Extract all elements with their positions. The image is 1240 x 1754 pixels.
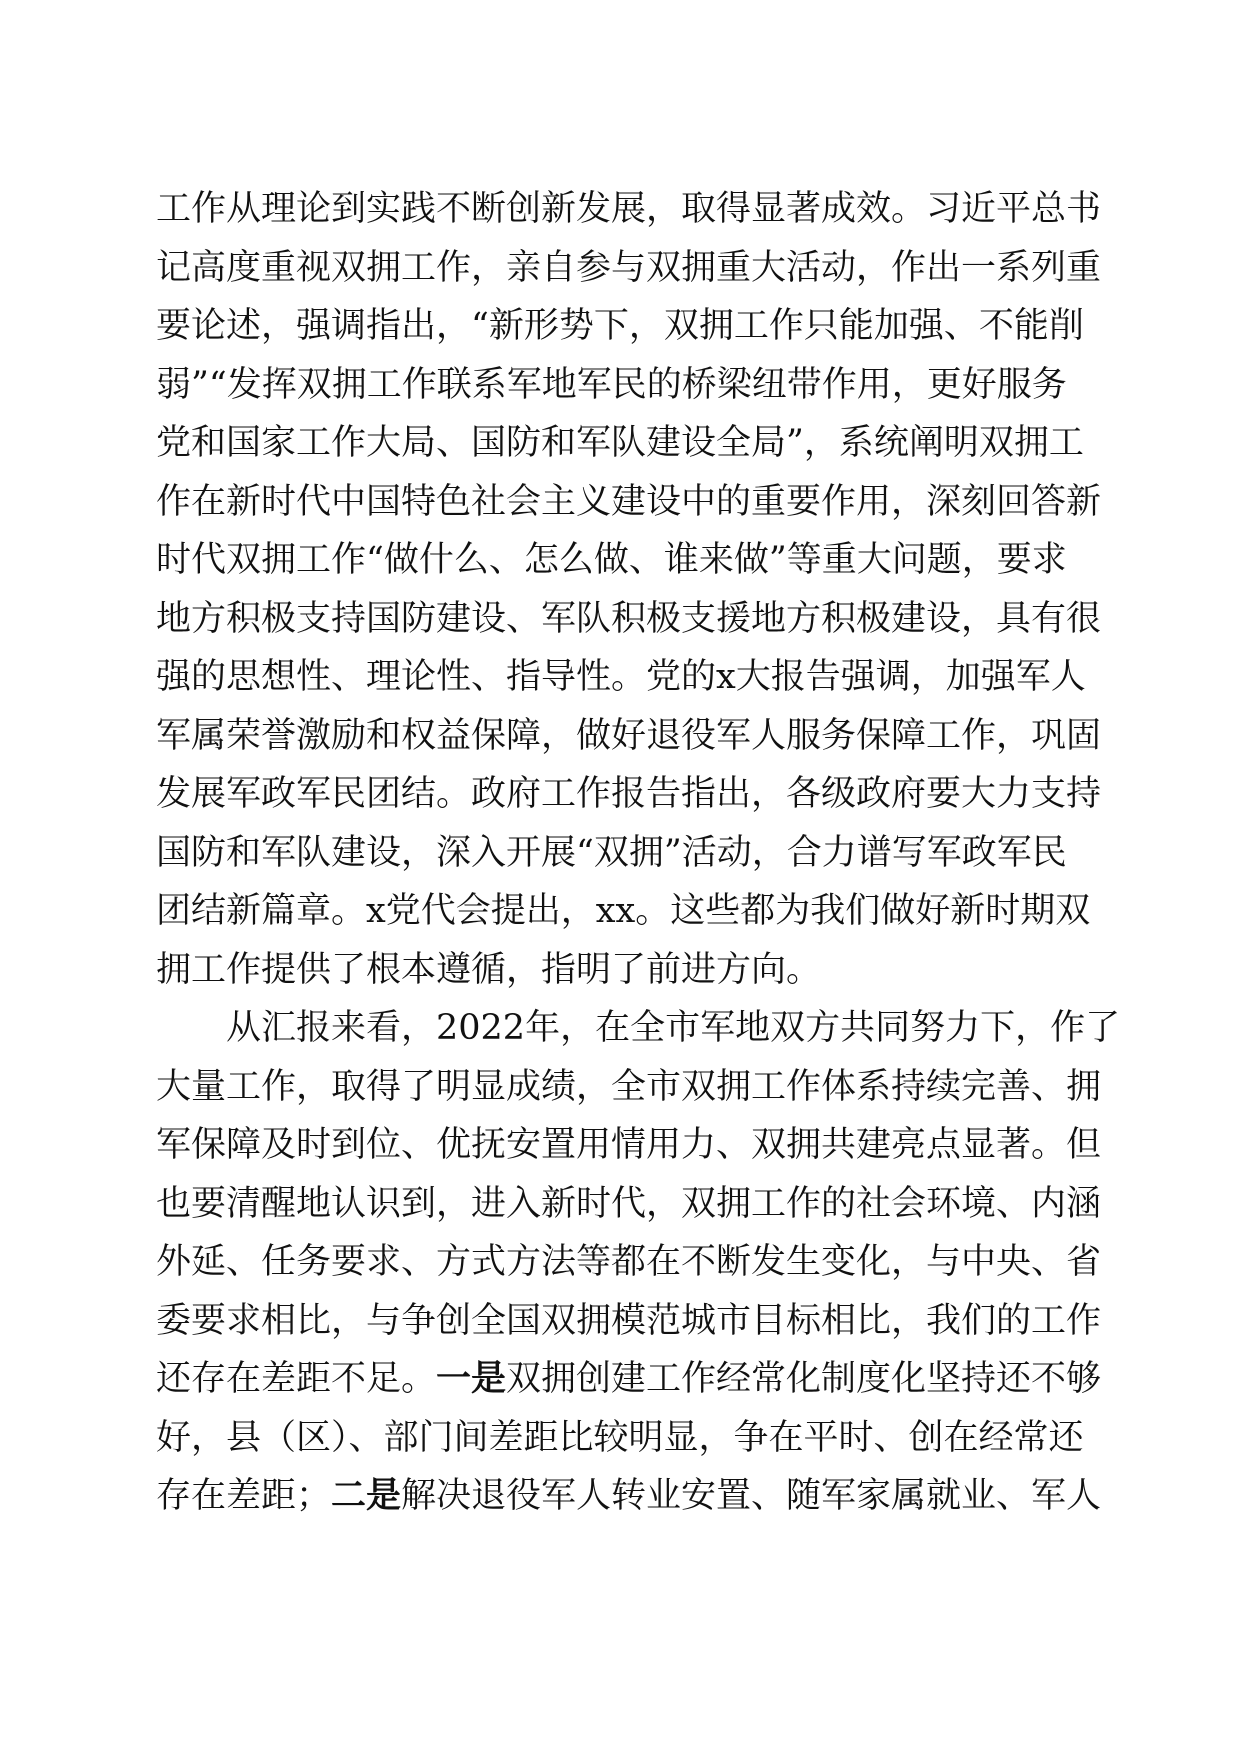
text-line: 时代双拥工作“做什么、怎么做、谁来做”等重大问题，要求 [156, 540, 1067, 580]
text-line-mixed [156, 1350, 1102, 1409]
text-line: 国防和军队建设，深入开展“双拥”活动，合力谱写军政军民 [156, 832, 1067, 873]
text-line: 团结新篇章。x党代会提出，xx。这些都为我们做好新时期双 [156, 891, 1091, 931]
text-line: 军保障及时到位、优抚安置用情用力、双拥共建亮点显著。但 [156, 1125, 1102, 1165]
text-line: 强的思想性、理论性、指导性。党的x大报告强调，加强军人 [156, 657, 1086, 697]
text-line: 工作从理论到实践不断创新发展，取得显著成效。习近平总书 [156, 189, 1102, 229]
text-line-mixed [156, 1467, 1102, 1526]
text-line: 外延、任务要求、方式方法等都在不断发生变化，与中央、省 [156, 1242, 1102, 1282]
text-segment: 还存在差距不足。 [156, 1359, 437, 1399]
text-line: 地方积极支持国防建设、军队积极支援地方积极建设，具有很 [156, 598, 1102, 639]
paragraph-2 [156, 999, 1121, 1526]
text-line: 拥工作提供了根本遵循，指明了前进方向。 [156, 949, 822, 990]
emphasis-first: 一是 [436, 1358, 507, 1399]
text-segment: 存在差距； [156, 1476, 332, 1516]
text-segment: 双拥创建工作经常化制度化坚持还不够 [506, 1359, 1102, 1399]
text-line: 委要求相比，与争创全国双拥模范城市目标相比，我们的工作 [156, 1300, 1102, 1341]
text-line: 也要清醒地认识到，进入新时代，双拥工作的社会环境、内涵 [156, 1183, 1102, 1224]
text-line: 记高度重视双拥工作，亲自参与双拥重大活动，作出一系列重 [156, 247, 1102, 288]
text-line: 军属荣誉激励和权益保障，做好退役军人服务保障工作，巩固 [156, 715, 1102, 756]
text-line: 弱”“发挥双拥工作联系军地军民的桥梁纽带作用，更好服务 [156, 364, 1067, 405]
body-text [156, 180, 1121, 1526]
text-line: 作在新时代中国特色社会主义建设中的重要作用，深刻回答新 [156, 481, 1102, 522]
paragraph-1 [156, 180, 1102, 999]
text-line: 党和国家工作大局、国防和军队建设全局”，系统阐明双拥工 [156, 423, 1084, 463]
text-line: 发展军政军民团结。政府工作报告指出，各级政府要大力支持 [156, 774, 1102, 814]
text-line: 好，县（区）、部门间差距比较明显，争在平时、创在经常还 [156, 1417, 1084, 1458]
text-line: 大量工作，取得了明显成绩，全市双拥工作体系持续完善、拥 [156, 1066, 1102, 1107]
text-line: 从汇报来看，2022年，在全市军地双方共同努力下，作了 [226, 1008, 1121, 1048]
text-line: 要论述，强调指出，“新形势下，双拥工作只能加强、不能削 [156, 306, 1084, 346]
emphasis-second: 二是 [331, 1475, 402, 1516]
text-segment: 解决退役军人转业安置、随军家属就业、军人 [401, 1476, 1102, 1516]
